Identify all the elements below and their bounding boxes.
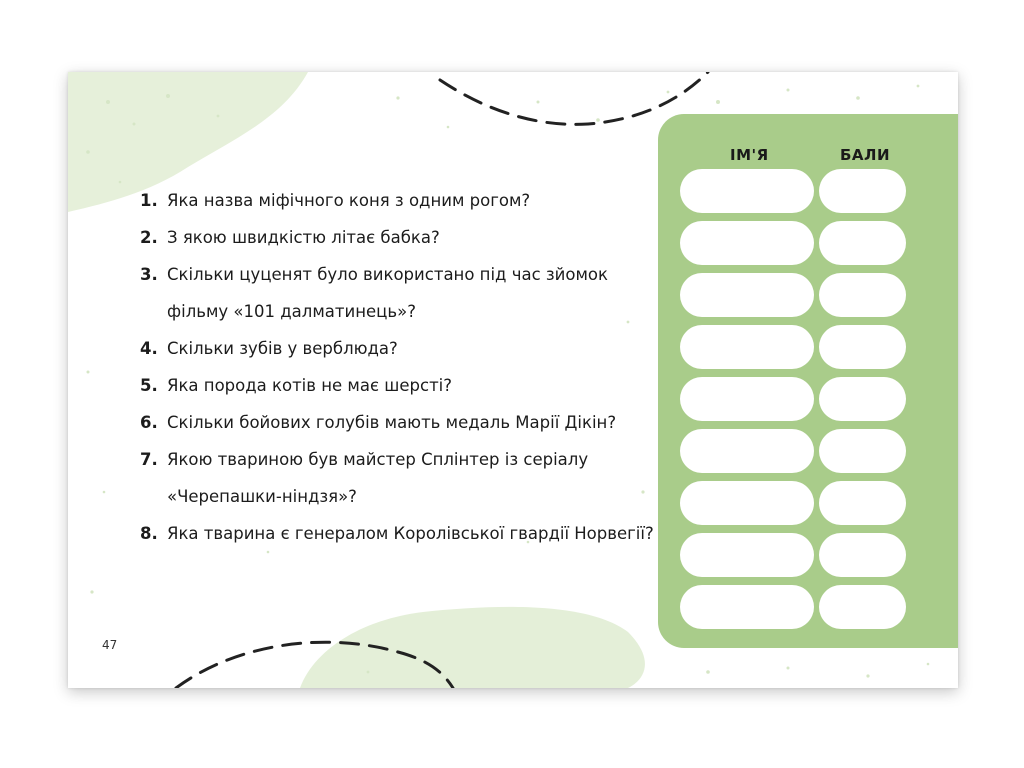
question-text: Скільки бойових голубів мають медаль Марії Дікін? bbox=[167, 413, 617, 432]
score-box[interactable] bbox=[819, 169, 906, 213]
score-row bbox=[680, 377, 906, 421]
name-column-header: ІМ'Я bbox=[730, 146, 769, 164]
score-box[interactable] bbox=[819, 377, 906, 421]
score-box[interactable] bbox=[819, 533, 906, 577]
question-number: 8. bbox=[140, 524, 158, 543]
name-box[interactable] bbox=[680, 429, 814, 473]
name-box[interactable] bbox=[680, 325, 814, 369]
question-item bbox=[140, 441, 660, 515]
score-row bbox=[680, 429, 906, 473]
question-text: Скільки зубів у верблюда? bbox=[167, 339, 398, 358]
score-box[interactable] bbox=[819, 273, 906, 317]
score-row bbox=[680, 533, 906, 577]
question-text: З якою швидкістю літає бабка? bbox=[167, 228, 440, 247]
question-item bbox=[140, 404, 660, 441]
name-box[interactable] bbox=[680, 533, 814, 577]
score-box[interactable] bbox=[819, 221, 906, 265]
top-dashed-arc bbox=[440, 72, 708, 124]
score-panel bbox=[658, 114, 958, 648]
name-box[interactable] bbox=[680, 481, 814, 525]
question-number: 1. bbox=[140, 191, 158, 210]
name-box[interactable] bbox=[680, 221, 814, 265]
score-row bbox=[680, 325, 906, 369]
bottom-blob bbox=[300, 607, 645, 688]
question-number: 3. bbox=[140, 265, 158, 284]
question-number: 2. bbox=[140, 228, 158, 247]
question-item bbox=[140, 256, 660, 330]
score-row bbox=[680, 169, 906, 213]
name-box[interactable] bbox=[680, 169, 814, 213]
question-number: 6. bbox=[140, 413, 158, 432]
score-box[interactable] bbox=[819, 481, 906, 525]
name-box[interactable] bbox=[680, 273, 814, 317]
score-row bbox=[680, 481, 906, 525]
book-page bbox=[68, 72, 958, 688]
question-text: Скільки цуценят було використано під час зйомок фільму «101 далматинець»? bbox=[167, 265, 608, 321]
question-item bbox=[140, 219, 660, 256]
question-text: Яка порода котів не має шерсті? bbox=[167, 376, 453, 395]
question-item bbox=[140, 330, 660, 367]
question-item bbox=[140, 515, 660, 552]
name-box[interactable] bbox=[680, 377, 814, 421]
score-box[interactable] bbox=[819, 585, 906, 629]
score-row bbox=[680, 273, 906, 317]
score-box[interactable] bbox=[819, 429, 906, 473]
question-item bbox=[140, 182, 660, 219]
score-rows bbox=[680, 169, 906, 637]
score-box[interactable] bbox=[819, 325, 906, 369]
name-box[interactable] bbox=[680, 585, 814, 629]
page-number: 47 bbox=[102, 638, 118, 652]
question-number: 7. bbox=[140, 450, 158, 469]
question-number: 4. bbox=[140, 339, 158, 358]
question-list bbox=[140, 182, 660, 552]
question-text: Яка тварина є генералом Королівської гвардії Норвегії? bbox=[167, 524, 654, 543]
score-column-header: БАЛИ bbox=[840, 146, 891, 164]
question-text: Якою твариною був майстер Сплінтер із серіалу «Черепашки-ніндзя»? bbox=[167, 450, 589, 506]
score-row bbox=[680, 585, 906, 629]
score-row bbox=[680, 221, 906, 265]
question-text: Яка назва міфічного коня з одним рогом? bbox=[167, 191, 531, 210]
question-item bbox=[140, 367, 660, 404]
question-number: 5. bbox=[140, 376, 158, 395]
